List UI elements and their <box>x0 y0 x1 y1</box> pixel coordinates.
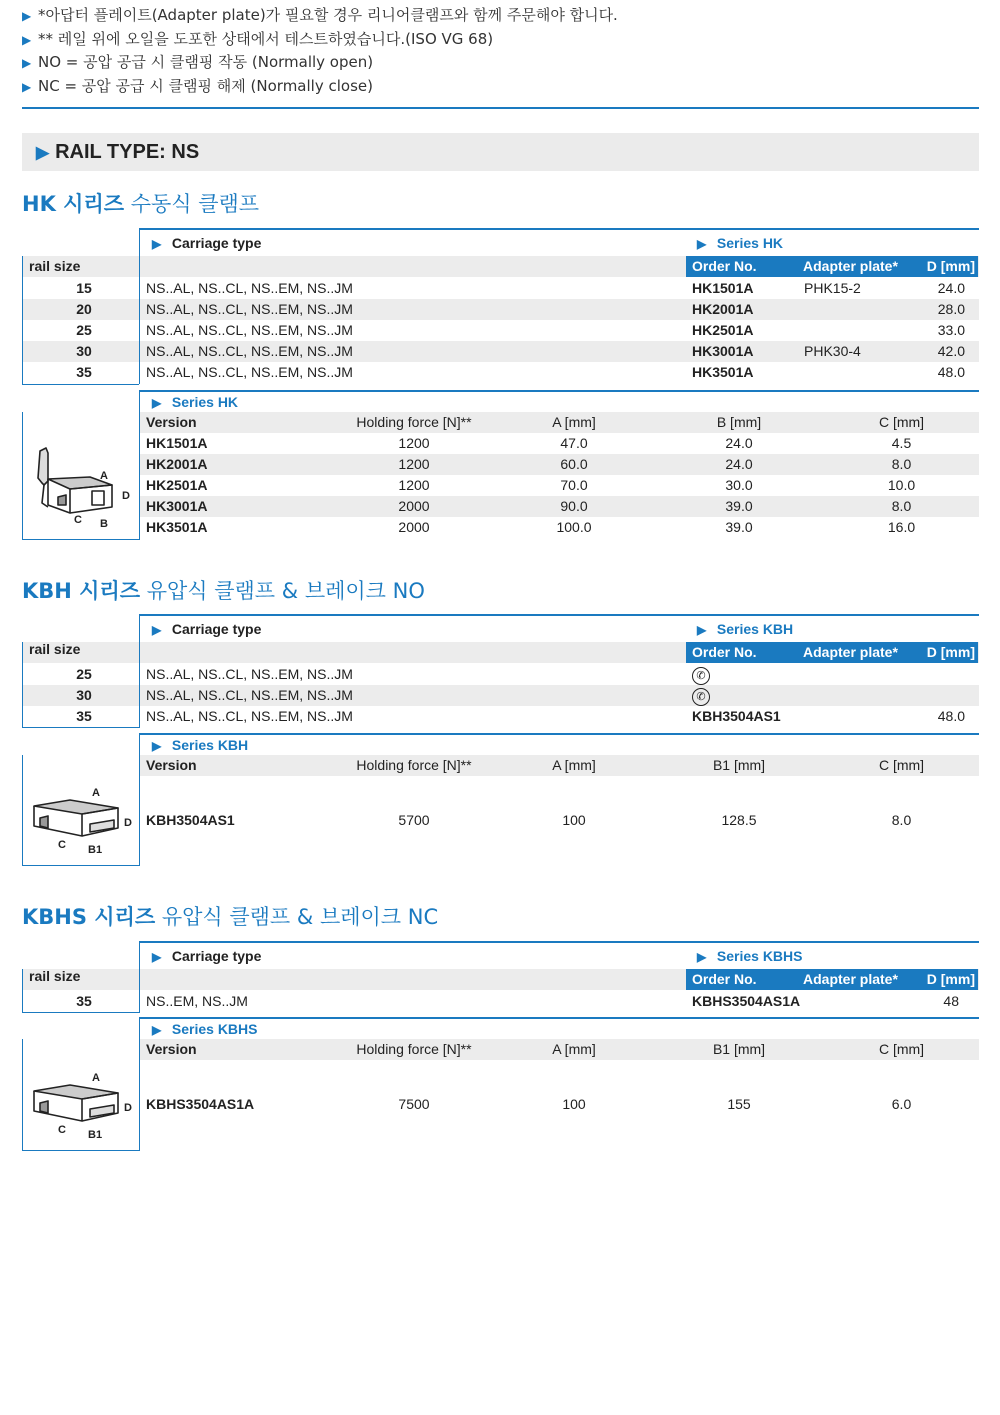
triangle-icon: ▶ <box>22 32 32 47</box>
divider <box>22 107 979 109</box>
kbh-section <box>22 614 979 866</box>
dim-b-label: B <box>100 518 108 528</box>
dim-c-label: C <box>58 839 66 851</box>
hk-section <box>22 228 979 540</box>
triangle-icon: ▶ <box>152 1023 162 1037</box>
phone-icon: ✆ <box>692 688 710 706</box>
hk-clamp-drawing-icon <box>30 443 138 528</box>
series-hk-header: ▶ Series HK <box>697 235 784 251</box>
table-row: 25 NS..AL, NS..CL, NS..EM, NS..JM ✆ <box>22 664 979 685</box>
triangle-icon: ▶ <box>152 396 162 410</box>
note-4: ▶ NC = 공압 공급 시 클램핑 해제 (Normally close) <box>22 75 618 99</box>
table-row: 35 NS..EM, NS..JM KBHS3504AS1A 48 <box>76 993 959 1009</box>
notes <box>22 4 618 98</box>
triangle-icon: ▶ <box>152 739 162 753</box>
table-row: 30 NS..AL, NS..CL, NS..EM, NS..JM ✆ <box>22 685 979 706</box>
kbh-brake-drawing-icon <box>30 782 138 858</box>
order-header: Order No. Adapter plate* D [mm] <box>686 256 978 277</box>
carriage-type-header: ▶ Carriage type <box>152 235 262 251</box>
series-kbhs-header: ▶ Series KBHS <box>697 948 803 964</box>
carriage-type-header: ▶ Carriage type <box>152 621 262 637</box>
table-row: 15 NS..AL, NS..CL, NS..EM, NS..JM HK1501A PHK15-2 24.0 <box>76 280 965 296</box>
note-1: ▶ *아답터 플레이트(Adapter plate)가 필요할 경우 리니어클램프와 함께 주문해야 합니다. <box>22 4 618 28</box>
table-row: 30 NS..AL, NS..CL, NS..EM, NS..JM HK3001A PHK30-4 42.0 <box>22 341 979 362</box>
dim-b1-label: B1 <box>88 1129 103 1141</box>
triangle-icon: ▶ <box>152 950 162 964</box>
version-header-row: Version Holding force [N]** A [mm] B1 [mm] C [mm] <box>139 755 979 776</box>
triangle-icon: ▶ <box>697 237 707 251</box>
triangle-icon: ▶ <box>152 623 162 637</box>
dim-d-label: D <box>122 490 130 502</box>
kbh-section-title: KBH 시리즈 유압식 클램프 & 브레이크 NO <box>22 579 425 603</box>
table-row: KBH3504AS1 5700 100 128.5 8.0 <box>146 812 912 828</box>
table-row: 25 NS..AL, NS..CL, NS..EM, NS..JM HK2501A 33.0 <box>76 322 965 338</box>
kbhs-brake-drawing-icon <box>30 1067 138 1143</box>
table-row: KBHS3504AS1A 7500 100 155 6.0 <box>146 1096 912 1112</box>
table-row: HK3001A 2000 90.0 39.0 8.0 <box>139 496 979 517</box>
note-3: ▶ NO = 공압 공급 시 클램핑 작동 (Normally open) <box>22 51 618 75</box>
table-row: HK2501A 1200 70.0 30.0 10.0 <box>146 477 916 493</box>
version-header-row: Version Holding force [N]** A [mm] B [mm] C [mm] <box>139 412 979 433</box>
order-header: Order No. Adapter plate* D [mm] <box>686 969 978 990</box>
table-row: HK3501A 2000 100.0 39.0 16.0 <box>146 519 916 535</box>
table-row: 35 NS..AL, NS..CL, NS..EM, NS..JM KBH3504AS1 48.0 <box>76 708 965 724</box>
table-row: HK2001A 1200 60.0 24.0 8.0 <box>139 454 979 475</box>
series-kbh-header: ▶ Series KBH <box>697 621 794 637</box>
dim-d-label: D <box>124 1102 132 1114</box>
rail-size-header: rail size <box>29 968 81 984</box>
order-header: Order No. Adapter plate* D [mm] <box>686 642 978 663</box>
kbhs-section <box>22 941 979 1151</box>
triangle-icon: ▶ <box>697 623 707 637</box>
phone-icon: ✆ <box>692 667 710 685</box>
table-row: 35 NS..AL, NS..CL, NS..EM, NS..JM HK3501A 48.0 <box>76 364 965 380</box>
table-row: 20 NS..AL, NS..CL, NS..EM, NS..JM HK2001A 28.0 <box>22 299 979 320</box>
version-header-row: Version Holding force [N]** A [mm] B1 [mm] C [mm] <box>139 1039 979 1060</box>
series-hk-subheader: ▶ Series HK <box>152 394 239 410</box>
dim-b1-label: B1 <box>88 844 103 856</box>
triangle-icon: ▶ <box>697 950 707 964</box>
dim-d-label: D <box>124 817 132 829</box>
kbhs-section-title: KBHS 시리즈 유압식 클램프 & 브레이크 NC <box>22 905 439 929</box>
triangle-icon: ▶ <box>22 79 32 94</box>
dim-c-label: C <box>74 514 82 526</box>
triangle-icon: ▶ <box>152 237 162 251</box>
dim-c-label: C <box>58 1124 66 1136</box>
note-2: ▶ ** 레일 위에 오일을 도포한 상태에서 테스트하였습니다.(ISO VG 68) <box>22 28 618 52</box>
triangle-icon: ▶ <box>22 56 32 70</box>
dim-a-label: A <box>100 470 108 482</box>
rail-size-header: rail size <box>29 258 81 274</box>
rail-size-header: rail size <box>29 641 81 657</box>
table-row: HK1501A 1200 47.0 24.0 4.5 <box>146 435 912 451</box>
dim-a-label: A <box>92 787 100 799</box>
hk-section-title: HK 시리즈 수동식 클램프 <box>22 192 260 216</box>
series-kbh-subheader: ▶ Series KBH <box>152 737 249 753</box>
triangle-icon: ▶ <box>22 9 32 23</box>
rail-type-banner: ▶ RAIL TYPE: NS <box>22 133 979 171</box>
carriage-type-header: ▶ Carriage type <box>152 948 262 964</box>
series-kbhs-subheader: ▶ Series KBHS <box>152 1021 258 1037</box>
dim-a-label: A <box>92 1072 100 1084</box>
triangle-icon: ▶ <box>36 143 50 162</box>
